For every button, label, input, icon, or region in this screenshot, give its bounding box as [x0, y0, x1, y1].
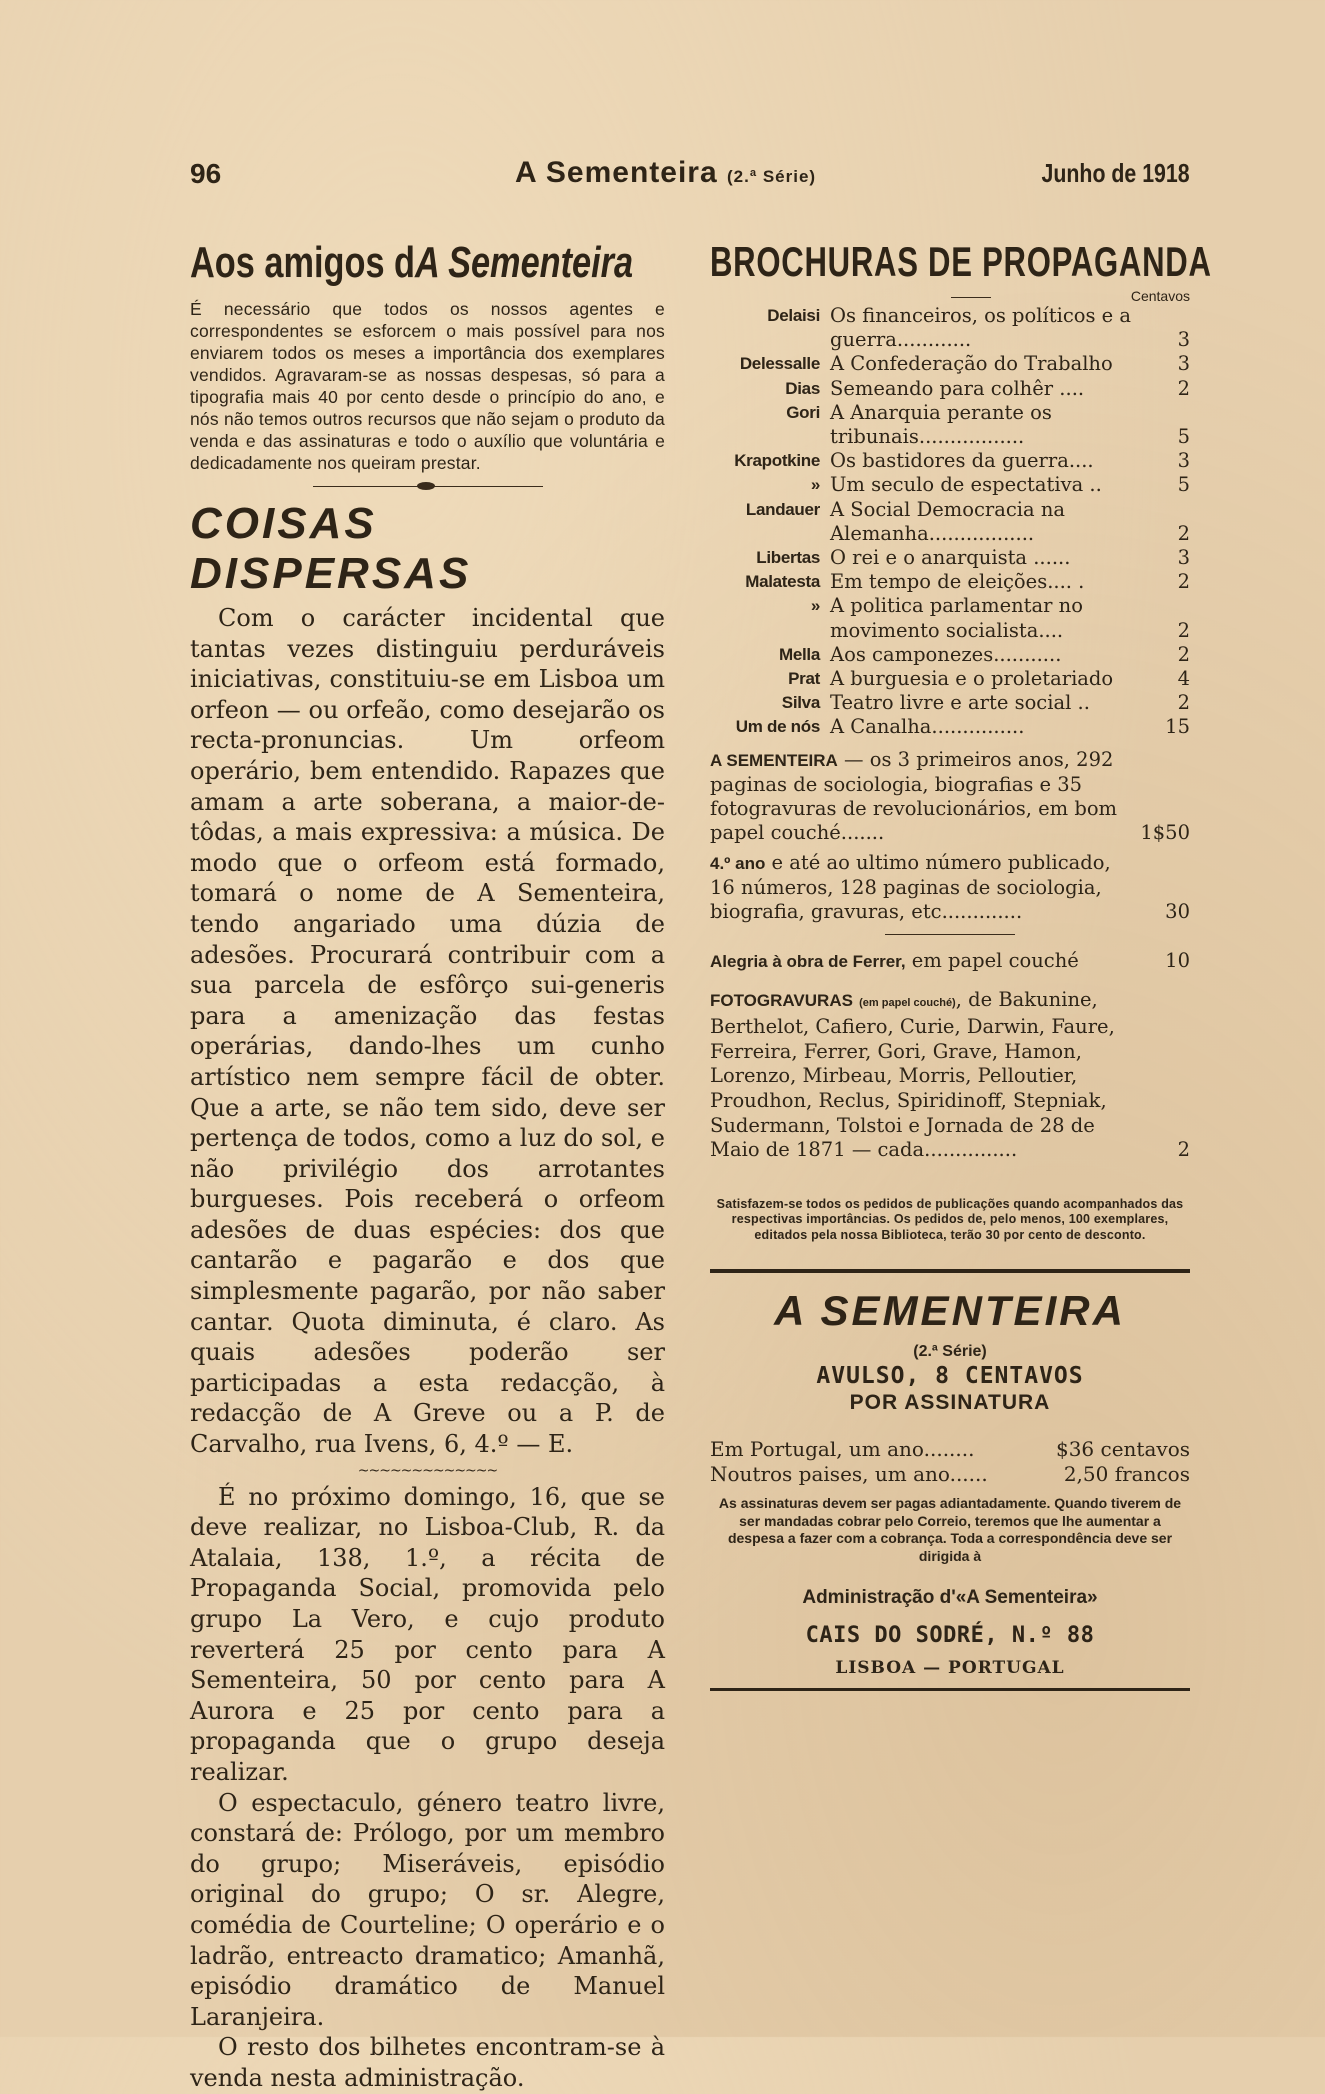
amigos-heading-b: A Sementeira	[415, 238, 634, 287]
brochura-title: Os bastidores da guerra....	[830, 449, 1094, 473]
coisas-paragraph-1: Com o carácter incidental que tantas vezes distinguiu perduráveis iniciativas, constituiu-se em Lisboa um orfeon — ou orfeão, como desejarão os recta-pronuncias. Um orfeom operário, bem entendido. Rapazes que amam a arte soberana, a maior-de-tôdas, a mais expressiva: a música. De modo que o orfeom está formado, tomará o nome de A Sementeira, tendo angariado uma dúzia de adesões. Procurará contribuir com a sua parcela de esfôrço sui-generis para a amenização das festas operárias, dando-lhes um cunho artístico nem sempre fácil de obter. Que a arte, se não tem sido, deve ser pertença de todos, como a luz do sol, e não privilégio dos arrotantes burgueses. Pois receberá o orfeom adesões de duas espécies: dos que cantarão e pagarão e dos que simplesmente pagarão, por não saber cantar. Quota diminuta, é claro. As quais adesões poderão ser participadas a esta redacção, à redacção de A Greve ou a P. de Carvalho, rua Ivens, 6, 4.º — E.	[190, 604, 665, 1459]
brochura-price: 3	[1177, 546, 1190, 570]
brochuras-heading: BROCHURAS DE PROPAGANDA	[710, 238, 1212, 285]
amigos-text: É necessário que todos os nossos agentes e correspondentes se esforcem o mais possível para nos enviarem todos os meses a importância dos exemplares vendidos. Agravaram-se as nossas despesas, só para a tipografia mais 40 por cento desde o princípio do ano, e nós não temos outros recursos que não sejam o produto da venda e das assinaturas e todo o auxílio que voluntária e dedicadamente nos queiram prestar.	[190, 299, 665, 473]
brochura-price: 2	[1177, 376, 1190, 400]
preco-outros-value: 2,50 francos	[1063, 1462, 1190, 1487]
brochura-title: Aos camponezes...........	[830, 642, 1062, 666]
brochura-row	[710, 449, 1190, 473]
brochura-title: A Social Democracia na Alemanha.................	[830, 497, 1066, 545]
coisas-paragraph-4: O resto dos bilhetes encontram-se à venda nesta administração.	[190, 2033, 665, 2092]
brochura-author: Dias	[785, 378, 820, 398]
coisas-article	[190, 603, 665, 2094]
brochura-title: A burguesia e o proletariado	[830, 667, 1114, 691]
sementeira-row	[710, 748, 1190, 845]
brochura-row	[710, 377, 1190, 401]
foto-small: (em papel couché)	[859, 996, 956, 1009]
brochura-price: 15	[1165, 715, 1190, 739]
brochura-author: Um de nós	[735, 717, 820, 737]
brochura-author: Mella	[778, 644, 820, 664]
brochura-price: 2	[1177, 570, 1190, 594]
coisas-heading: COISAS DISPERSAS	[190, 499, 472, 598]
brochura-row	[710, 304, 1190, 352]
brochuras-list	[710, 304, 1190, 740]
brochura-title: O rei e o anarquista ......	[830, 546, 1071, 570]
anuncio-avulso: AVULSO, 8 CENTAVOS	[816, 1363, 1084, 1390]
quarto-bold: 4.º ano	[710, 853, 766, 873]
brochura-title: Os financeiros, os políticos e a guerra............	[830, 304, 1132, 352]
bottom-rule	[710, 1688, 1190, 1691]
brochura-author: Libertas	[756, 548, 820, 568]
brochura-price: 2	[1177, 618, 1190, 642]
brochura-author: »	[810, 475, 820, 495]
foto-text: , de Bakunine, Berthelot, Cafiero, Curie, Darwin, Faure, Ferreira, Ferrer, Gori, Grave, Hamon, Lorenzo, Mirbeau, Morris, Pelloutier, Proudhon, Reclus, Spiridinoff, Stepniak, Sudermann, Tolstoi e Jornada de 28 de Maio de 1871 — cada...............	[710, 987, 1115, 1162]
brochura-row	[710, 570, 1190, 594]
brochura-row	[710, 715, 1190, 739]
brochura-author: Delessalle	[739, 354, 820, 374]
brochura-title: Um seculo de espectativa ..	[830, 473, 1102, 497]
satisfazem-note: Satisfazem-se todos os pedidos de publicações quando acompanhados das respectivas importâncias. Os pedidos de, pelo menos, 100 exemplares, editados pela nossa Biblioteca, terão 30 por cento de desconto.	[716, 1196, 1184, 1242]
issue-date: Junho de 1918	[1041, 158, 1190, 188]
brochura-price: 2	[1177, 642, 1190, 666]
alegria-text: em papel couché	[911, 948, 1079, 972]
ornamental-rule	[313, 486, 543, 497]
brochura-title: A Confederação do Trabalho	[830, 352, 1113, 376]
brochura-title: A Anarquia perante os tribunais.................	[830, 400, 1052, 449]
masthead	[515, 156, 816, 190]
brochura-author: Delaisi	[767, 306, 820, 325]
quarto-row	[710, 851, 1190, 924]
alegria-bold: Alegria à obra de Ferrer,	[710, 951, 906, 971]
page-number: 96	[190, 158, 222, 189]
brochura-price: 3	[1177, 352, 1190, 376]
brochura-author: »	[810, 596, 820, 616]
brochura-row	[710, 401, 1190, 449]
brochura-title: A politica parlamentar no movimento socialista....	[830, 594, 1083, 642]
brochura-price: 4	[1177, 667, 1190, 691]
alegria-row	[710, 949, 1190, 974]
brochura-price: 5	[1177, 425, 1190, 449]
brochura-title: A Canalha...............	[830, 715, 1025, 739]
anuncio-precos	[710, 1437, 1190, 1487]
centavos-label	[710, 288, 1190, 304]
administracao: Administração d'«A Sementeira»	[802, 1587, 1098, 1609]
preco-portugal-label: Em Portugal, um ano........	[710, 1437, 975, 1462]
brochura-price: 3	[1177, 449, 1190, 473]
preco-outros-label: Noutros paises, um ano......	[710, 1462, 988, 1487]
brochura-row	[710, 643, 1190, 667]
brochura-author: Malatesta	[745, 572, 820, 592]
brochura-author: Prat	[788, 669, 820, 689]
brochura-row	[710, 352, 1190, 376]
preco-portugal	[710, 1437, 1190, 1462]
anuncio-serie: (2.ª Série)	[913, 1343, 987, 1361]
sementeira-bold: A SEMENTEIRA	[710, 750, 838, 770]
brochura-title: Em tempo de eleições.... .	[830, 570, 1085, 594]
quarto-text: e até ao ultimo número publicado, 16 números, 128 paginas de sociologia, biografia, gravuras, etc.............	[710, 850, 1111, 923]
quarto-price: 30	[1165, 899, 1190, 923]
preco-outros	[710, 1462, 1190, 1487]
coisas-paragraph-3: O espectaculo, género teatro livre, constará de: Prólogo, por um membro do grupo; Miseráveis, episódio original do grupo; O sr. Alegre, comédia de Courteline; O operário e o ladrão, entreacto dramatico; Amanhã, episódio dramático de Manuel Laranjeira.	[190, 1788, 665, 2031]
foto-bold: FOTOGRAVURAS	[710, 990, 853, 1010]
assinaturas-note: As assinaturas devem ser pagas adiantadamente. Quando tiverem de ser mandadas cobrar pelo Correio, teremos que lhe aumentar a despesa a fazer com a cobrança. Toda a correspondência deve ser dirigida à	[718, 1495, 1182, 1564]
endereco-lisboa: LISBOA — PORTUGAL	[835, 1658, 1065, 1679]
preco-portugal-value: $36 centavos	[1055, 1437, 1190, 1462]
brochura-author: Gori	[786, 402, 820, 422]
sementeira-collection	[710, 748, 1190, 924]
coisas-paragraph-2: É no próximo domingo, 16, que se deve realizar, no Lisboa-Club, R. da Atalaia, 138, 1.º, a récita de Propaganda Social, promovida pelo grupo La Vero, e cujo produto reverterá 25 por cento para A Sementeira, 50 por cento para A Aurora e 25 por cento para a propaganda que o grupo deseja realizar.	[190, 1482, 665, 1786]
centavos-text: Centavos	[1130, 288, 1190, 304]
brochura-row	[710, 691, 1190, 715]
brochura-price: 5	[1177, 473, 1190, 497]
anuncio-por-assinatura: POR ASSINATURA	[849, 1391, 1051, 1415]
short-rule	[885, 934, 1015, 935]
brochura-price: 3	[1177, 328, 1190, 352]
anuncio-title: A SEMENTEIRA	[774, 1287, 1126, 1335]
centavos-dash	[951, 297, 991, 298]
sementeira-text: — os 3 primeiros anos, 292 paginas de sociologia, biografias e 35 fotogravuras de revolucionários, em bom papel couché.......	[710, 747, 1118, 844]
brochura-row	[710, 667, 1190, 691]
brochura-author: Landauer	[745, 499, 820, 519]
brochura-price: 2	[1177, 691, 1190, 715]
wavy-separator: ~~~~~~~~~~~~~	[357, 1462, 498, 1479]
brochura-title: Semeando para colhêr ....	[830, 376, 1085, 400]
sementeira-price: 1$50	[1140, 820, 1190, 844]
masthead-series: (2.ª Série)	[726, 167, 817, 186]
alegria-price: 10	[1165, 948, 1190, 972]
thick-rule	[710, 1269, 1190, 1273]
brochura-title: Teatro livre e arte social ..	[830, 691, 1090, 715]
foto-price: 2	[1177, 1138, 1190, 1162]
page-header	[190, 158, 1190, 198]
amigos-heading	[190, 238, 658, 288]
fotogravuras-row	[710, 988, 1190, 1163]
right-column	[710, 238, 1212, 1691]
masthead-title: A Sementeira	[515, 156, 718, 189]
brochura-row	[710, 594, 1190, 642]
brochura-row	[710, 498, 1190, 546]
amigos-heading-a: Aos amigos d	[190, 238, 416, 287]
endereco-cais: CAIS DO SODRÉ, N.º 88	[805, 1623, 1095, 1649]
brochura-author: Krapotkine	[734, 451, 820, 471]
brochura-row	[710, 473, 1190, 497]
brochura-author: Silva	[781, 693, 820, 713]
left-column	[190, 238, 665, 2094]
brochura-price: 2	[1177, 521, 1190, 545]
brochura-row	[710, 546, 1190, 570]
